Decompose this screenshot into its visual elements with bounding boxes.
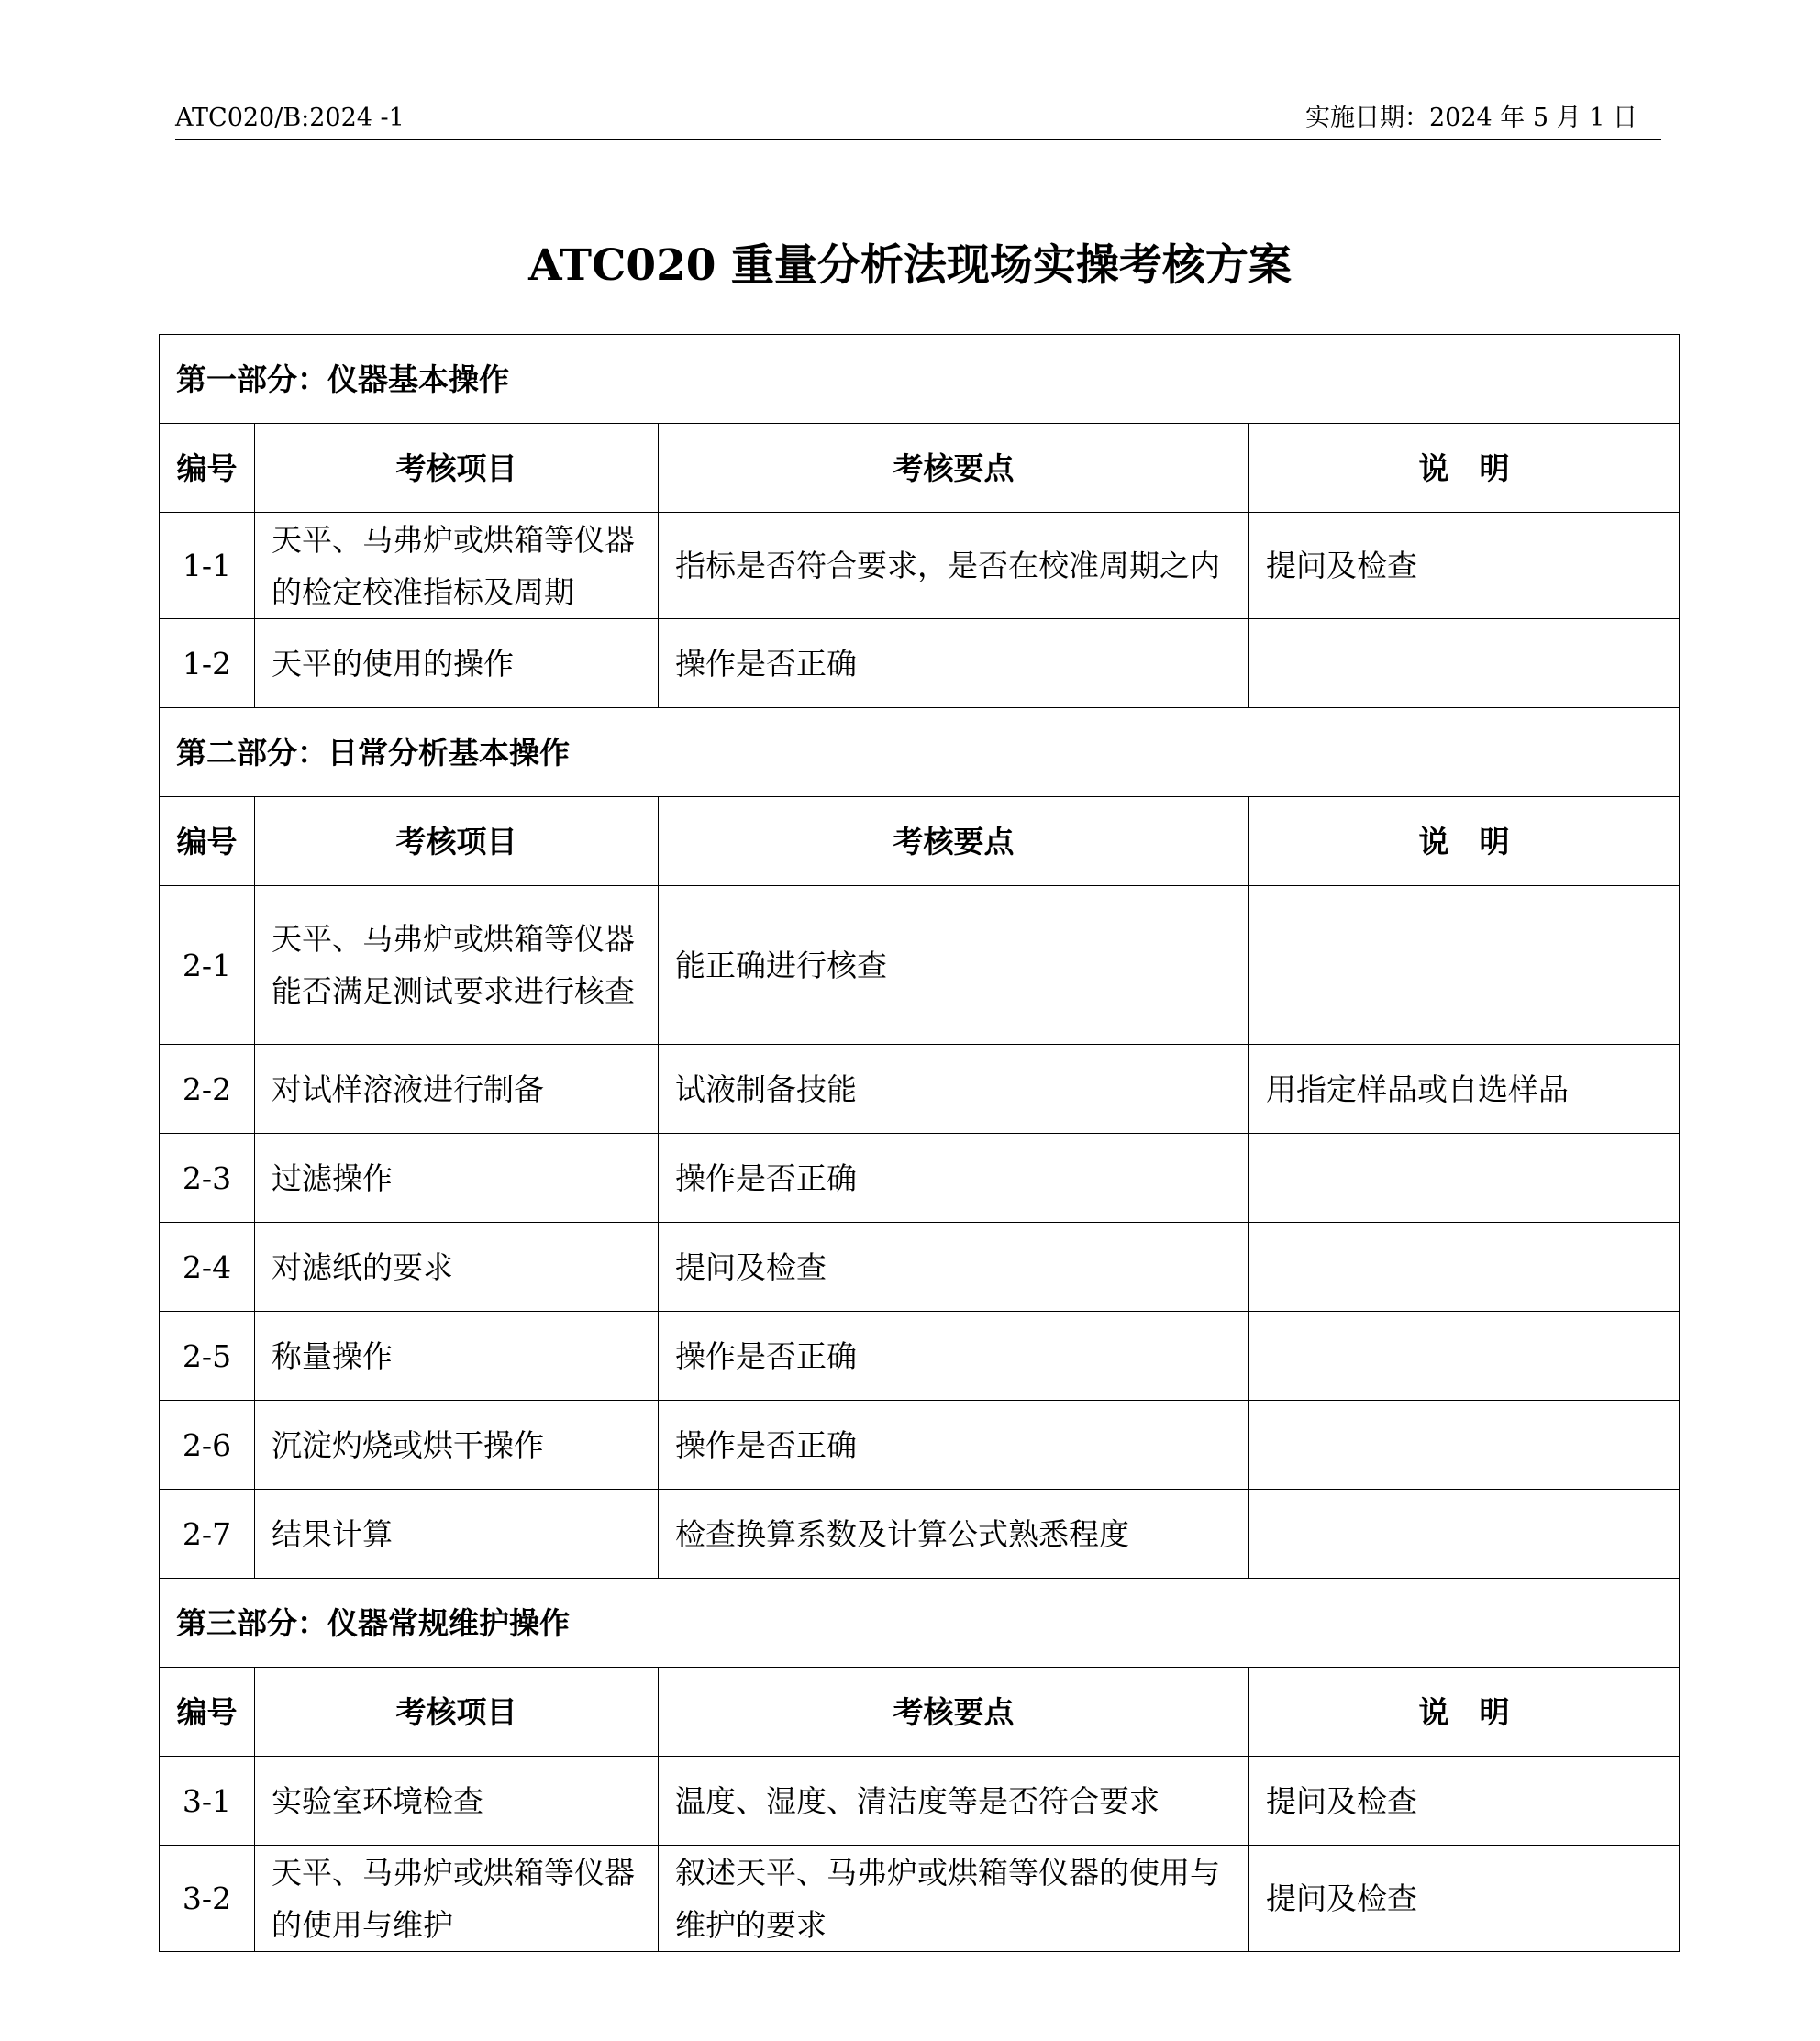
row-id: 2-4 [160, 1223, 255, 1312]
section-heading: 第二部分：日常分析基本操作 [160, 708, 1680, 797]
column-header-point: 考核要点 [659, 424, 1249, 513]
row-note [1249, 1401, 1680, 1490]
table-row [160, 1223, 1680, 1312]
column-header-id: 编号 [160, 1668, 255, 1757]
row-note: 用指定样品或自选样品 [1249, 1045, 1680, 1134]
section-heading-row [160, 1579, 1680, 1668]
row-id: 1-2 [160, 619, 255, 708]
row-point: 检查换算系数及计算公式熟悉程度 [659, 1490, 1249, 1579]
column-header-item: 考核项目 [255, 424, 659, 513]
column-header-item: 考核项目 [255, 797, 659, 886]
table-row [160, 1490, 1680, 1579]
row-id: 2-5 [160, 1312, 255, 1401]
row-note [1249, 1490, 1680, 1579]
table-row [160, 1312, 1680, 1401]
row-id: 3-1 [160, 1757, 255, 1846]
row-point: 提问及检查 [659, 1223, 1249, 1312]
row-item: 天平、马弗炉或烘箱等仪器的使用与维护 [255, 1846, 659, 1952]
section-heading: 第三部分：仪器常规维护操作 [160, 1579, 1680, 1668]
column-header-note: 说 明 [1249, 424, 1680, 513]
page-title: ATC020 重量分析法现场实操考核方案 [528, 240, 1292, 291]
row-point: 操作是否正确 [659, 1312, 1249, 1401]
table-row [160, 1045, 1680, 1134]
row-note [1249, 1312, 1680, 1401]
row-note [1249, 619, 1680, 708]
row-item: 天平、马弗炉或烘箱等仪器的检定校准指标及周期 [255, 513, 659, 619]
row-point: 温度、湿度、清洁度等是否符合要求 [659, 1757, 1249, 1846]
column-header-row [160, 424, 1680, 513]
row-point: 操作是否正确 [659, 1401, 1249, 1490]
row-id: 2-7 [160, 1490, 255, 1579]
column-header-note: 说 明 [1249, 1668, 1680, 1757]
table-row [160, 1134, 1680, 1223]
row-note [1249, 1134, 1680, 1223]
row-id: 2-2 [160, 1045, 255, 1134]
row-id: 2-6 [160, 1401, 255, 1490]
section-heading: 第一部分：仪器基本操作 [160, 335, 1680, 424]
row-point: 试液制备技能 [659, 1045, 1249, 1134]
row-item: 结果计算 [255, 1490, 659, 1579]
row-item: 沉淀灼烧或烘干操作 [255, 1401, 659, 1490]
table-row [160, 1401, 1680, 1490]
column-header-point: 考核要点 [659, 1668, 1249, 1757]
row-item: 对试样溶液进行制备 [255, 1045, 659, 1134]
row-item: 过滤操作 [255, 1134, 659, 1223]
column-header-item: 考核项目 [255, 1668, 659, 1757]
column-header-id: 编号 [160, 424, 255, 513]
column-header-row [160, 1668, 1680, 1757]
row-note [1249, 1223, 1680, 1312]
effective-date: 实施日期：2024 年 5 月 1 日 [1305, 104, 1637, 132]
table-row [160, 619, 1680, 708]
table-row [160, 1757, 1680, 1846]
table-row [160, 1846, 1680, 1952]
row-item: 天平的使用的操作 [255, 619, 659, 708]
row-point: 操作是否正确 [659, 619, 1249, 708]
section-heading-row [160, 708, 1680, 797]
column-header-row [160, 797, 1680, 886]
row-point: 叙述天平、马弗炉或烘箱等仪器的使用与维护的要求 [659, 1846, 1249, 1952]
document-code: ATC020/B:2024 -1 [175, 104, 405, 132]
row-point: 能正确进行核查 [659, 886, 1249, 1045]
row-item: 实验室环境检查 [255, 1757, 659, 1846]
row-id: 3-2 [160, 1846, 255, 1952]
row-id: 2-1 [160, 886, 255, 1045]
row-item: 对滤纸的要求 [255, 1223, 659, 1312]
table-row [160, 886, 1680, 1045]
row-id: 2-3 [160, 1134, 255, 1223]
section-heading-row [160, 335, 1680, 424]
column-header-id: 编号 [160, 797, 255, 886]
row-note: 提问及检查 [1249, 1846, 1680, 1952]
column-header-note: 说 明 [1249, 797, 1680, 886]
row-item: 天平、马弗炉或烘箱等仪器能否满足测试要求进行核查 [255, 886, 659, 1045]
row-note: 提问及检查 [1249, 1757, 1680, 1846]
row-point: 指标是否符合要求，是否在校准周期之内 [659, 513, 1249, 619]
row-id: 1-1 [160, 513, 255, 619]
row-point: 操作是否正确 [659, 1134, 1249, 1223]
assessment-table [159, 334, 1680, 1952]
row-note: 提问及检查 [1249, 513, 1680, 619]
row-note [1249, 886, 1680, 1045]
table-row [160, 513, 1680, 619]
header-rule [175, 139, 1661, 140]
row-item: 称量操作 [255, 1312, 659, 1401]
column-header-point: 考核要点 [659, 797, 1249, 886]
